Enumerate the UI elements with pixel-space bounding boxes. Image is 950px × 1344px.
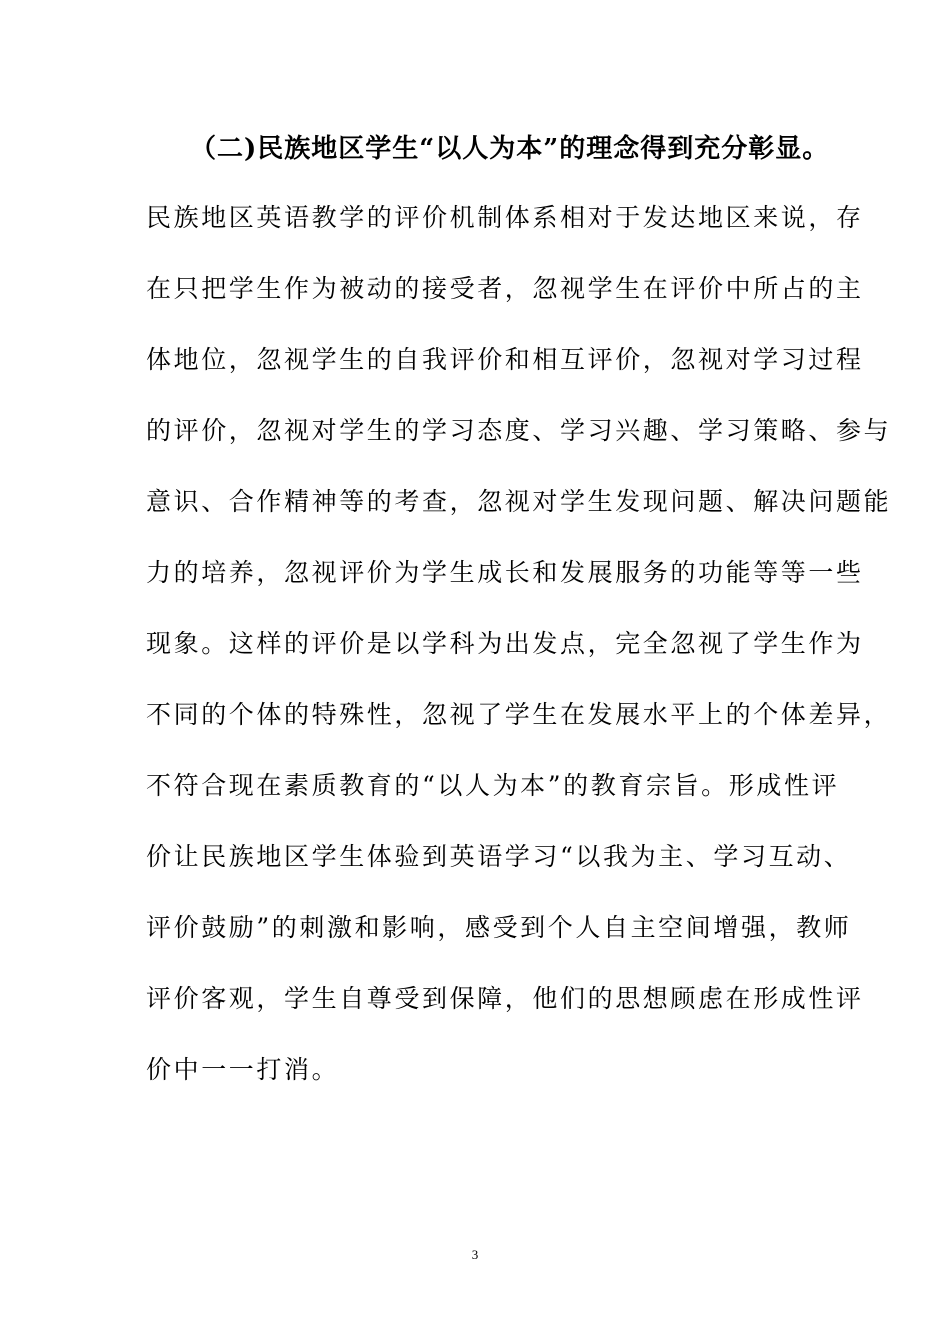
paragraph-line: 意识、合作精神等的考查，忽视对学生发现问题、解决问题能 (146, 487, 892, 516)
paragraph-line: 民族地区英语教学的评价机制体系相对于发达地区来说，存 (146, 203, 864, 232)
paragraph-line: 价中一一打消。 (146, 1055, 340, 1084)
page-number: 3 (471, 1247, 479, 1262)
paragraph-line: 现象。这样的评价是以学科为出发点，完全忽视了学生作为 (146, 629, 864, 658)
paragraph-line: 不同的个体的特殊性，忽视了学生在发展水平上的个体差异， (146, 700, 892, 729)
section-heading: （二)民族地区学生“以人为本”的理念得到充分彰显。 (190, 134, 830, 164)
paragraph-line: 在只把学生作为被动的接受者，忽视学生在评价中所占的主 (146, 274, 864, 303)
paragraph-line: 的评价，忽视对学生的学习态度、学习兴趣、学习策略、参与 (146, 416, 892, 445)
paragraph-line: 评价客观，学生自尊受到保障，他们的思想顾虑在形成性评 (146, 984, 864, 1013)
paragraph-line: 价让民族地区学生体验到英语学习“以我为主、学习互动、 (146, 842, 852, 871)
paragraph-line: 体地位，忽视学生的自我评价和相互评价，忽视对学习过程 (146, 345, 864, 374)
paragraph-line: 力的培养，忽视评价为学生成长和发展服务的功能等等一些 (146, 558, 864, 587)
paragraph-line: 评价鼓励”的刺激和影响，感受到个人自主空间增强，教师 (146, 913, 852, 942)
paragraph-line: 不符合现在素质教育的“以人为本”的教育宗旨。形成性评 (146, 771, 840, 800)
